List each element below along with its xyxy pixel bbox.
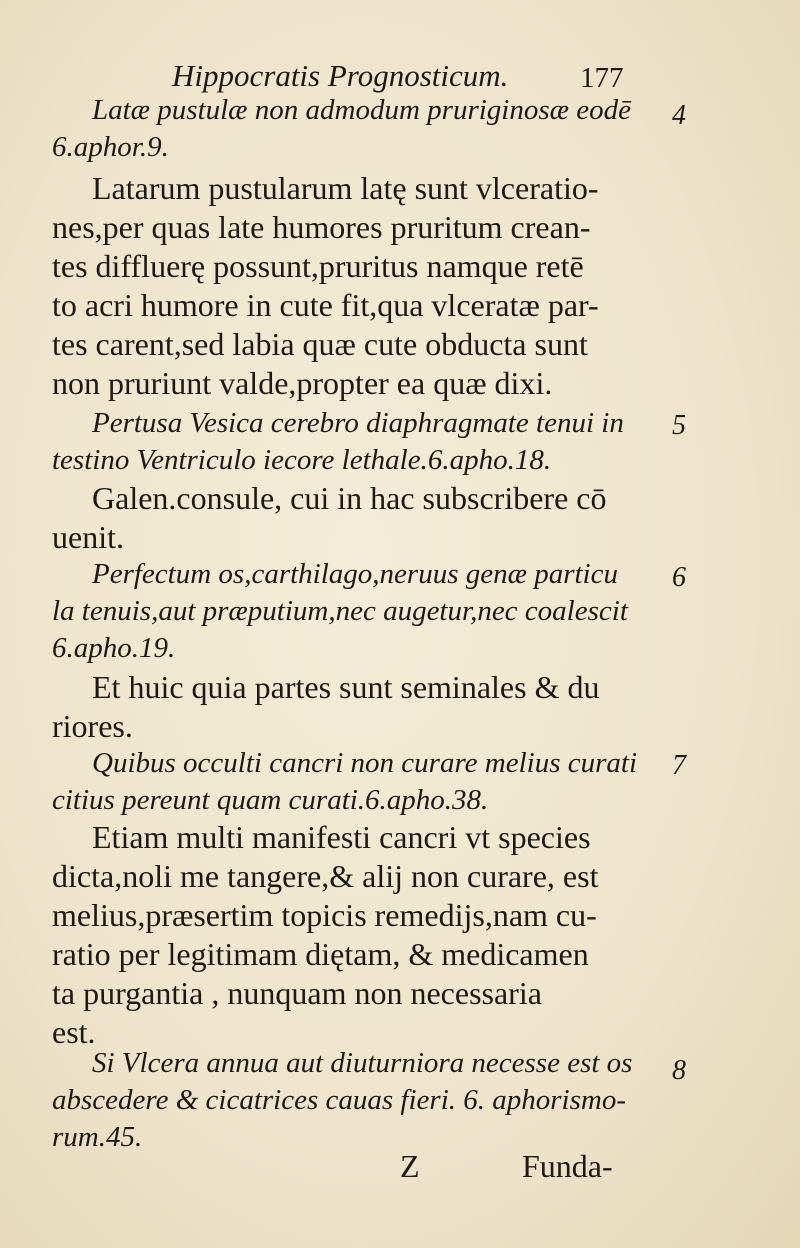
margin-number: 5 (672, 410, 686, 441)
margin-number: 8 (672, 1055, 686, 1086)
commentary-line: ta purgantia , nunquam non necessaria (52, 975, 542, 1011)
aphorism-line: Si Vlcera annua aut diuturniora necesse est os (92, 1047, 633, 1079)
commentary-4 (52, 169, 642, 403)
aphorism-line: abscedere & cicatrices cauas fieri. 6. aphorismo- (52, 1084, 626, 1116)
aphorism-line: rum.45. (52, 1121, 143, 1153)
commentary-line: Latarum pustularum latę sunt vlceratio- (92, 170, 599, 206)
commentary-7 (52, 818, 642, 1052)
commentary-line: Etiam multi manifesti cancri vt species (92, 819, 591, 855)
commentary-line: nes,per quas late humores pruritum crean- (52, 209, 591, 245)
commentary-6 (52, 668, 642, 746)
aphorism-7 (52, 745, 642, 819)
commentary-line: to acri humore in cute fit,qua vlceratæ par- (52, 287, 599, 323)
aphorism-8 (52, 1045, 642, 1156)
running-title: Hippocratis Prognosticum. (172, 58, 509, 93)
aphorism-line: Perfectum os,carthilago,neruus genæ particu (92, 558, 618, 590)
aphorism-6 (52, 556, 642, 667)
aphorism-line: testino Ventriculo iecore lethale.6.apho.18. (52, 444, 552, 476)
commentary-line: est. (52, 1014, 96, 1050)
page-number: 177 (580, 62, 624, 94)
commentary-line: riores. (52, 708, 133, 744)
aphorism-line: Latæ pustulæ non admodum pruriginosæ eodē (92, 94, 631, 126)
commentary-line: Galen.consule, cui in hac subscribere cō (92, 480, 607, 516)
commentary-line: non pruriunt valde,propter ea quæ dixi. (52, 365, 553, 401)
signature-mark: Z (400, 1148, 420, 1184)
aphorism-line: Pertusa Vesica cerebro diaphragmate tenui in (92, 407, 624, 439)
catchword: Funda- (522, 1148, 613, 1184)
commentary-line: tes diffluerę possunt,pruritus namque retē (52, 248, 584, 284)
aphorism-line: 6.apho.19. (52, 632, 176, 664)
commentary-line: uenit. (52, 519, 124, 555)
commentary-line: Et huic quia partes sunt seminales & du (92, 669, 600, 705)
margin-number: 6 (672, 562, 686, 593)
commentary-line: dicta,noli me tangere,& alij non curare, est (52, 858, 599, 894)
commentary-5 (52, 479, 642, 557)
aphorism-line: Quibus occulti cancri non curare melius curati (92, 747, 638, 779)
aphorism-line: citius pereunt quam curati.6.apho.38. (52, 784, 489, 816)
commentary-line: tes carent,sed labia quæ cute obducta sunt (52, 326, 588, 362)
commentary-line: ratio per legitimam diętam, & medicamen (52, 936, 589, 972)
aphorism-4 (52, 92, 642, 166)
commentary-line: melius,præsertim topicis remedijs,nam cu- (52, 897, 597, 933)
aphorism-5 (52, 405, 642, 479)
aphorism-line: 6.aphor.9. (52, 131, 169, 163)
margin-number: 7 (672, 750, 686, 781)
aphorism-line: la tenuis,aut præputium,nec augetur,nec coalescit (52, 595, 628, 627)
margin-number: 4 (672, 100, 686, 131)
page-footer (0, 1148, 800, 1198)
